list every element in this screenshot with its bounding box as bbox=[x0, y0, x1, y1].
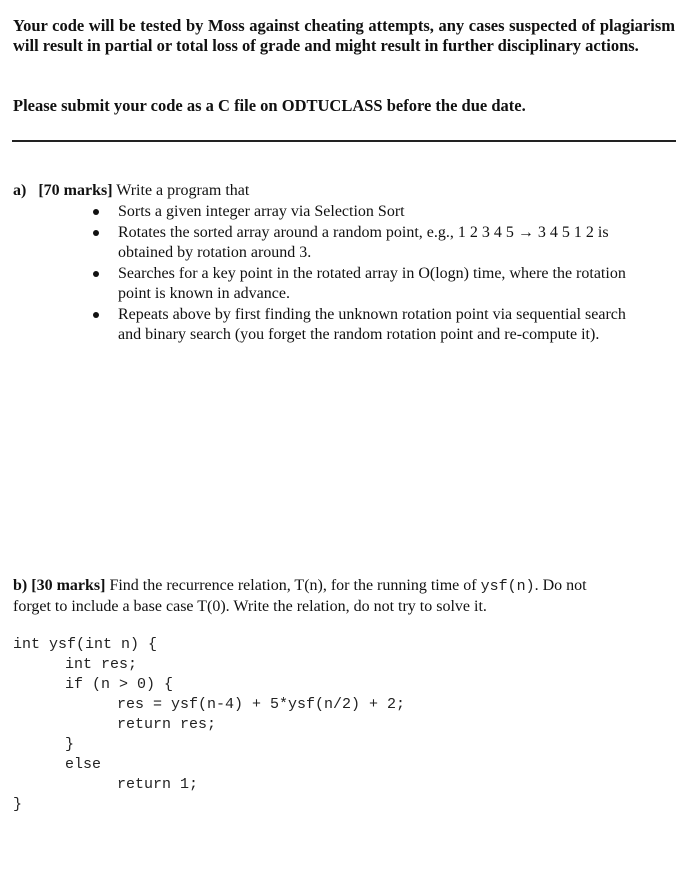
bullet-icon bbox=[93, 312, 99, 318]
code-line-6: } bbox=[65, 736, 75, 753]
section-divider bbox=[12, 140, 676, 142]
part-b-label: b) bbox=[13, 577, 28, 594]
part-a-item-4-line-1: Repeats above by first finding the unknown rotation point via sequential search bbox=[118, 306, 626, 323]
inline-code: ysf(n) bbox=[480, 578, 535, 595]
code-line-2: int res; bbox=[65, 656, 138, 673]
part-a-marks: [70 marks] bbox=[38, 182, 113, 199]
part-b-line-2: forget to include a base case T(0). Write the relation, do not try to solve it. bbox=[13, 598, 487, 615]
code-line-7: else bbox=[65, 756, 102, 773]
bullet-icon bbox=[93, 230, 99, 236]
part-a-item-4-line-2: and binary search (you forget the random rotation point and re-compute it). bbox=[118, 326, 600, 343]
code-line-3: if (n > 0) { bbox=[65, 676, 174, 693]
part-a-item-3-line-2: point is known in advance. bbox=[118, 285, 290, 302]
part-b-text: Find the recurrence relation, T(n), for the running time of bbox=[109, 577, 477, 594]
part-b-line-1 bbox=[13, 576, 587, 597]
part-a-heading bbox=[13, 181, 249, 201]
bullet-icon bbox=[93, 271, 99, 277]
code-line-4: res = ysf(n-4) + 5*ysf(n/2) + 2; bbox=[117, 696, 406, 713]
part-a-label: a) bbox=[13, 182, 27, 199]
code-line-1: int ysf(int n) { bbox=[13, 636, 158, 653]
code-line-5: return res; bbox=[117, 716, 217, 733]
plagiarism-notice: Your code will be tested by Moss against cheating attempts, any cases suspected of plagiarism will result in partial or total loss of grade and might result in further disciplinary actions. bbox=[13, 16, 675, 55]
submission-instructions: Please submit your code as a C file on ODTUCLASS before the due date. bbox=[13, 96, 526, 115]
part-a-item-2-line-2: obtained by rotation around 3. bbox=[118, 244, 312, 261]
bullet-icon bbox=[93, 209, 99, 215]
part-b-marks: [30 marks] bbox=[31, 577, 106, 594]
part-a-item-2-line-1: Rotates the sorted array around a random point, e.g., 1 2 3 4 5 → 3 4 5 1 2 is bbox=[118, 224, 609, 241]
part-b-text-end: . Do not bbox=[534, 577, 587, 594]
part-a-intro: Write a program that bbox=[116, 182, 250, 199]
code-line-8: return 1; bbox=[117, 776, 199, 793]
part-a-item-3-line-1: Searches for a key point in the rotated array in O(logn) time, where the rotation bbox=[118, 265, 626, 282]
code-line-9: } bbox=[13, 796, 23, 813]
part-a-item-1: Sorts a given integer array via Selection Sort bbox=[118, 203, 405, 220]
